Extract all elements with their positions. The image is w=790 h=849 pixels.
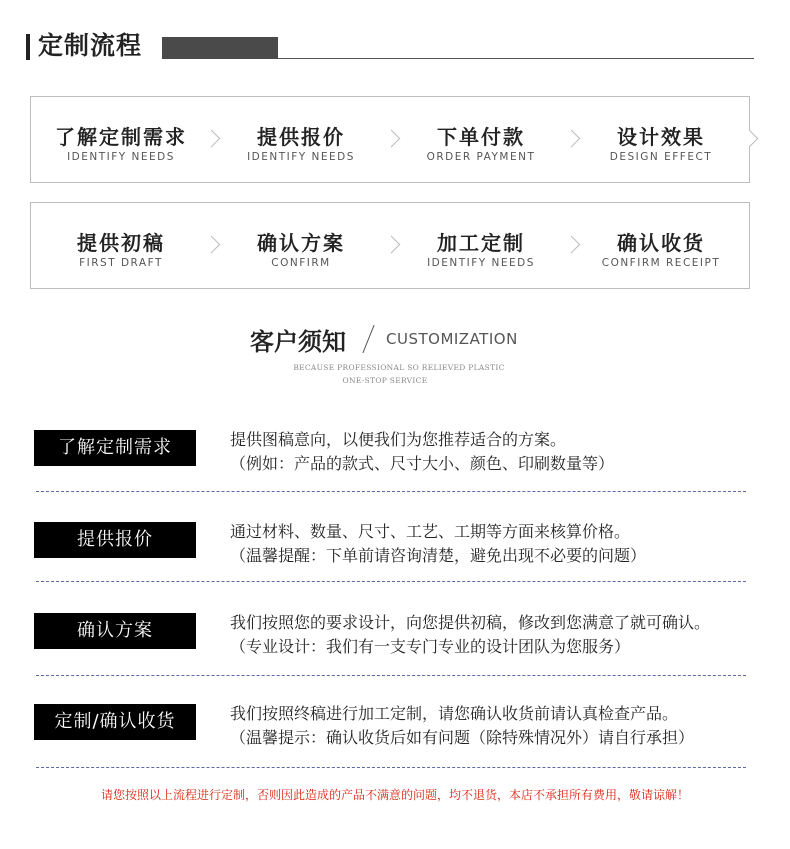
process-step-title: 提供报价 <box>257 125 345 149</box>
process-step-4 <box>571 97 751 182</box>
process-step-title: 提供初稿 <box>77 231 165 255</box>
process-row-2 <box>30 202 750 289</box>
footer-warning: 请您按照以上流程进行定制，否则因此造成的产品不满意的问题，均不退货，本店不承担所有费用，敬请谅解！ <box>100 788 689 802</box>
step-description: 提供图稿意向，以便我们为您推荐适合的方案。 <box>230 430 567 449</box>
page-title: 定制流程 <box>38 31 143 60</box>
process-step-subtitle: ORDER PAYMENT <box>426 151 536 163</box>
step-label: 定制/确认收货 <box>34 704 196 740</box>
process-step-subtitle: IDENTIFY NEEDS <box>427 257 535 269</box>
process-step-title: 确认收货 <box>617 231 705 255</box>
process-step-subtitle: IDENTIFY NEEDS <box>67 151 175 163</box>
step-description: 我们按照您的要求设计，向您提供初稿，修改到您满意了就可确认。 <box>230 613 711 632</box>
process-step-subtitle: CONFIRM RECEIPT <box>601 257 721 269</box>
process-step-title: 了解定制需求 <box>55 125 187 149</box>
process-step-title: 下单付款 <box>437 125 525 149</box>
process-step-1 <box>31 97 211 182</box>
process-step-subtitle: FIRST DRAFT <box>79 257 163 269</box>
step-note: （温馨提醒：下单前请咨询清楚，避免出现不必要的问题） <box>230 546 647 565</box>
header-accent-bar <box>26 34 30 60</box>
step-label: 确认方案 <box>34 613 196 649</box>
step-label: 提供报价 <box>34 522 196 558</box>
step-description: 通过材料、数量、尺寸、工艺、工期等方面来核算价格。 <box>230 522 631 541</box>
process-step-2 <box>211 97 391 182</box>
dashed-divider <box>36 767 746 768</box>
chevron-right-icon <box>749 125 777 153</box>
process-step-subtitle: CONFIRM <box>271 257 331 269</box>
step-note: （例如：产品的款式、尺寸大小、颜色、印刷数量等） <box>230 454 615 473</box>
notice-subtitle: BECAUSE PROFESSIONAL SO RELIEVED PLASTIC <box>293 363 505 372</box>
header-rule <box>278 58 754 59</box>
process-step-title: 加工定制 <box>437 231 525 255</box>
process-step-subtitle: DESIGN EFFECT <box>609 151 713 163</box>
header-dark-block <box>162 37 278 59</box>
process-step-subtitle: IDENTIFY NEEDS <box>247 151 355 163</box>
process-row-1 <box>30 96 750 183</box>
step-description: 我们按照终稿进行加工定制，请您确认收货前请认真检查产品。 <box>230 704 679 723</box>
dashed-divider <box>36 491 746 492</box>
dashed-divider <box>36 675 746 676</box>
process-step-6 <box>211 203 391 288</box>
process-step-8 <box>571 203 751 288</box>
step-note: （专业设计：我们有一支专门专业的设计团队为您服务） <box>230 637 631 656</box>
process-step-5 <box>31 203 211 288</box>
process-step-3 <box>391 97 571 182</box>
step-label: 了解定制需求 <box>34 430 196 466</box>
notice-title-english: CUSTOMIZATION <box>386 330 518 348</box>
process-step-7 <box>391 203 571 288</box>
notice-title-divider <box>362 325 374 353</box>
dashed-divider <box>36 581 746 582</box>
notice-title: 客户须知 <box>250 328 346 356</box>
notice-subtitle: ONE-STOP SERVICE <box>342 376 428 385</box>
process-step-title: 确认方案 <box>257 231 345 255</box>
process-step-title: 设计效果 <box>617 125 705 149</box>
step-note: （温馨提示：确认收货后如有问题（除特殊情况外）请自行承担） <box>230 728 695 747</box>
